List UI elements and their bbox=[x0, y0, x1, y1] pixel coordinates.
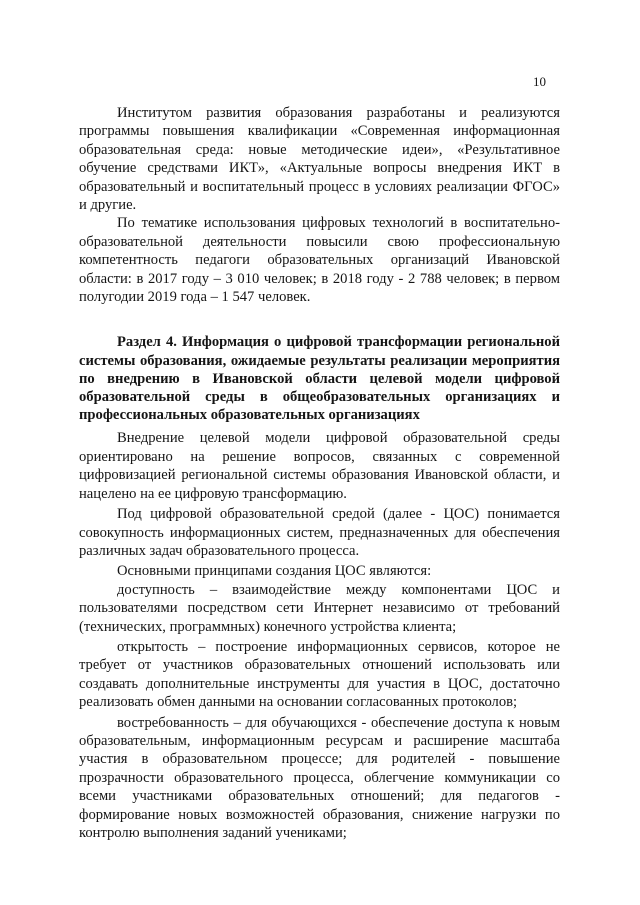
section-4-heading: Раздел 4. Информация о цифровой трансформации региональной системы образования, ожидаемые результаты реализации мероприятия по внедрению в Ивановской области целевой модели цифровой образовательной среды в общеобразовательных организациях и профессиональных образовательных организациях bbox=[79, 334, 560, 424]
principle-openness: открытость – построение информационных сервисов, которое не требует от участников образовательных отношений использовать или создавать дополнительные инструменты для участия в ЦОС, достаточно реализовать обмен данными на основании согласованных протоколов; bbox=[79, 638, 560, 711]
paragraph-ikt-programs: Институтом развития образования разработаны и реализуются программы повышения квалификации «Современная информационная образовательная среда: новые методические идеи», «Результативное обучение средствами ИКТ», «Актуальные вопросы внедрения ИКТ в образовательный и воспитательный процесс в условиях реализации ФГОС» и другие. bbox=[79, 105, 560, 214]
page-number: 10 bbox=[533, 74, 546, 89]
document-body bbox=[79, 104, 560, 842]
paragraph-digital-model-intro: Внедрение целевой модели цифровой образовательной среды ориентировано на решение вопросов, связанных с современной цифровизацией региональной системы образования Ивановской области, и нацелено на ее цифровую трансформацию. bbox=[79, 430, 560, 502]
principle-accessibility: доступность – взаимодействие между компонентами ЦОС и пользователями посредством сети Интернет независимо от требований (технических, программных) конечного устройства клиента; bbox=[79, 581, 560, 635]
paragraph-principles-intro: Основными принципами создания ЦОС являются: bbox=[117, 563, 432, 580]
paragraph-teacher-training-stats: По тематике использования цифровых технологий в воспитательно-образовательной деятельности повысили свою профессиональную компетентность педагоги образовательных организаций Ивановской области: в 2017 году – 3 010 человек; в 2018 году - 2 788 человек; в первом полугодии 2019 года – 1 547 человек. bbox=[79, 215, 560, 306]
paragraph-cos-definition: Под цифровой образовательной средой (далее - ЦОС) понимается совокупность информационных систем, предназначенных для обеспечения различных задач образовательного процесса. bbox=[79, 506, 560, 559]
principle-demand: востребованность – для обучающихся - обеспечение доступа к новым образовательным, информационным ресурсам и расширение масштаба участия в образовательном процессе; для родителей - повышение прозрачности образовательного процесса, облегчение коммуникации со всеми участниками образовательных отношений; для педагогов - формирование новых возможностей образования, снижение нагрузки по контролю выполнения заданий учениками; bbox=[79, 714, 560, 842]
